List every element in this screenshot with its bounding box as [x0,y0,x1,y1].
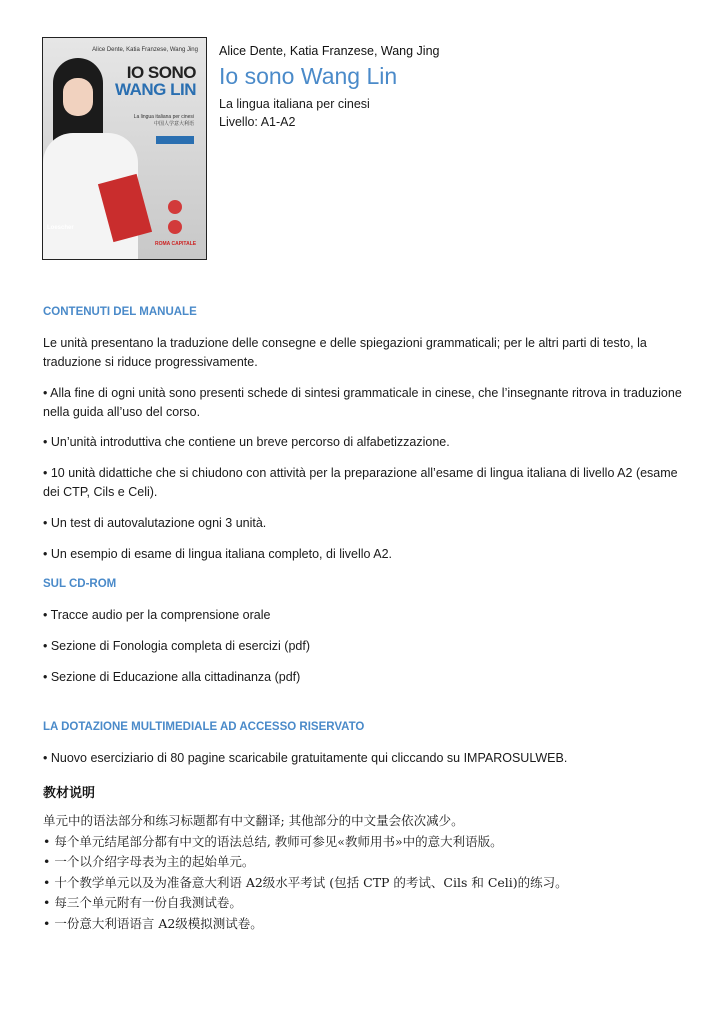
heading-chinese: 教材说明 [43,786,96,801]
contenuti-item: • Un test di autovalutazione ogni 3 unità. [43,516,267,530]
contenuti-paragraph: Le unità presentano la traduzione delle consegne e delle spiegazioni grammaticali; per le altri parti di testo, la traduzione si riduce progressivamente. [43,336,647,369]
contenuti-item: • 10 unità didattiche che si chiudono con attività per la preparazione all’esame di lingua italiana di livello A2 (esame dei CTP, Cils e Celi). [43,466,678,499]
cover-level-badge [156,136,194,144]
cd-icon [168,200,182,214]
cover-title-line1: IO SONO [126,63,196,82]
contenuti-item: • Alla fine di ogni unità sono presenti schede di sintesi grammaticale in cinese, che l’insegnante ritrova in traduzione nella guida all’uso del corso. [43,386,682,419]
cover-authors: Alice Dente, Katia Franzese, Wang Jing [92,47,198,53]
web-icon [168,220,182,234]
cn-line: • 十个教学单元以及为准备意大利语 A2级水平考试 (包括 CTP 的考试、Cils 和 Celi)的练习。 [43,874,568,890]
book-cover-image [42,37,207,260]
book-meta [219,44,439,129]
cdrom-item: • Tracce audio per la comprensione orale [43,608,271,622]
cover-title-line2: WANG LIN [115,80,196,99]
cn-line: • 每个单元结尾部分都有中文的语法总结, 教师可参见«教师用书»中的意大利语版。 [43,833,503,849]
cover-publisher: Loescher [47,225,74,231]
book-subtitle: La lingua italiana per cinesi [219,97,370,111]
cdrom-item: • Sezione di Fonologia completa di esercizi (pdf) [43,639,311,653]
contenuti-item: • Un esempio di esame di lingua italiana completo, di livello A2. [43,547,393,561]
cover-co-publisher: ROMA CAPITALE [155,241,197,247]
multimedia-item: • Nuovo eserciziario di 80 pagine scaricabile gratuitamente qui cliccando su IMPAROSULWEB. [43,751,568,765]
chinese-description [43,811,568,934]
cn-line: • 每三个单元附有一份自我测试卷。 [43,895,242,910]
cn-line: • 一份意大利语语言 A2级模拟测试卷。 [43,915,263,931]
cdrom-item: • Sezione di Educazione alla cittadinanza (pdf) [43,670,301,684]
cover-girl-face [63,78,93,116]
heading-multimedia: LA DOTAZIONE MULTIMEDIALE AD ACCESSO RISERVATO [43,721,365,733]
heading-contenuti: CONTENUTI DEL MANUALE [43,306,197,318]
contenuti-item: • Un’unità introduttiva che contiene un breve percorso di alfabetizzazione. [43,435,450,449]
book-level: Livello: A1-A2 [219,115,296,129]
cover-subtitle-it: La lingua italiana per cinesi [133,114,194,120]
cn-line: 单元中的语法部分和练习标题都有中文翻译; 其他部分的中文量会依次减少。 [43,813,464,828]
cn-line: • 一个以介绍字母表为主的起始单元。 [43,854,255,869]
cover-title [115,64,196,98]
book-title: Io sono Wang Lin [219,63,398,89]
book-authors: Alice Dente, Katia Franzese, Wang Jing [219,44,440,58]
cover-subtitle-cn: 中国人学意大利语 [153,121,194,127]
cover-subtitle [134,114,194,128]
heading-cdrom: SUL CD-ROM [43,578,117,590]
